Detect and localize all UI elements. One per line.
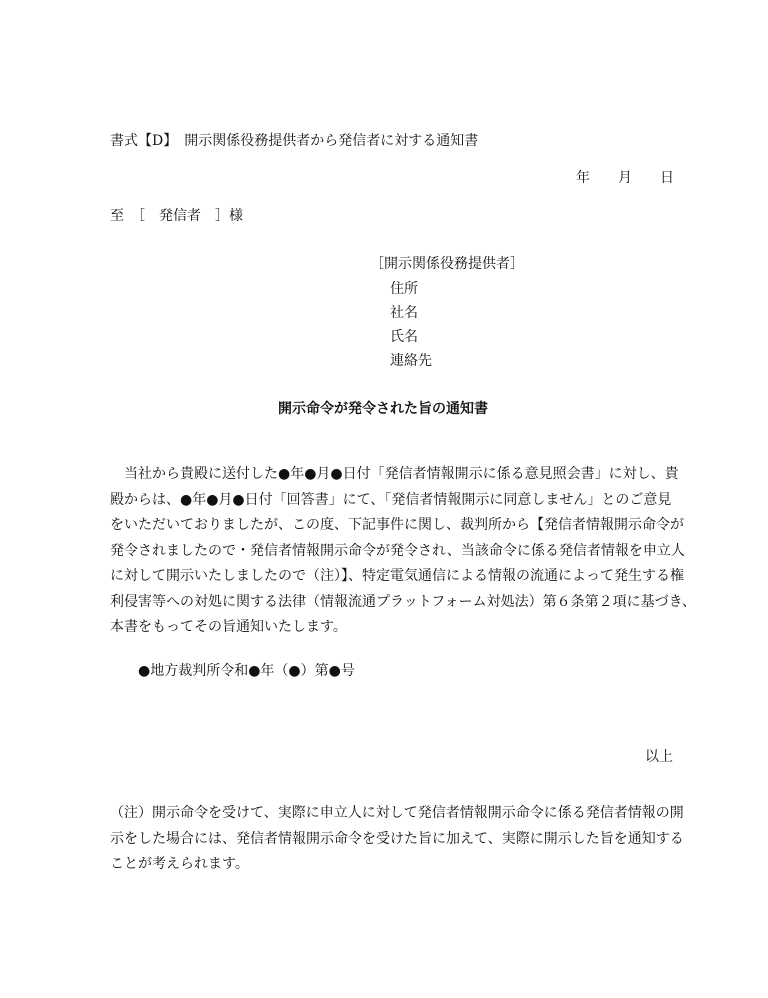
note-line: 示をした場合には、発信者情報開示命令を受けた旨に加えて、実際に開示した旨を通知する (110, 830, 684, 847)
note-line: ことが考えられます。 (110, 856, 249, 872)
body-line: に対して開示いたしましたので（注）】、特定電気通信による情報の流通によって発生する権 (110, 568, 684, 584)
document-title: 開示命令が発令された旨の通知書 (278, 401, 488, 417)
body-line: をいただいておりましたが、この度、下記事件に関し、裁判所から【発信者情報開示命令が (110, 517, 684, 533)
sender-name: 氏名 (390, 329, 418, 345)
sender-company: 社名 (390, 305, 418, 321)
body-line: 発令されましたので・発信者情報開示命令が発令され、当該命令に係る発信者情報を申立人 (110, 542, 685, 559)
sender-label: ［開示関係役務提供者］ (370, 256, 524, 272)
note-line: （注）開示命令を受けて、実際に申立人に対して発信者情報開示命令に係る発信者情報の開 (110, 805, 684, 821)
sender-contact: 連絡先 (390, 353, 432, 369)
body-line: 殿からは、●年●月●日付「回答書」にて、「発信者情報開示に同意しません」とのご意見 (110, 491, 672, 508)
date-line: 年 月 日 (576, 170, 674, 186)
sender-address: 住所 (390, 281, 418, 297)
case-number: ●地方裁判所令和●年（●）第●号 (138, 663, 355, 679)
footnote (110, 801, 690, 878)
body-line: 当社から貴殿に送付した●年●月●日付「発信者情報開示に係る意見照会書」に対し、貴 (110, 466, 679, 482)
recipient-line: 至 ［ 発信者 ］様 (110, 208, 243, 224)
form-title: 書式【D】 開示関係役務提供者から発信者に対する通知書 (110, 133, 479, 149)
body-paragraph (110, 462, 697, 641)
body-line: 本書をもってその旨通知いたします。 (110, 619, 347, 635)
body-line: 利侵害等への対処に関する法律（情報流通プラットフォーム対処法）第６条第２項に基づき、 (110, 593, 697, 610)
closing-text: 以上 (645, 749, 673, 765)
